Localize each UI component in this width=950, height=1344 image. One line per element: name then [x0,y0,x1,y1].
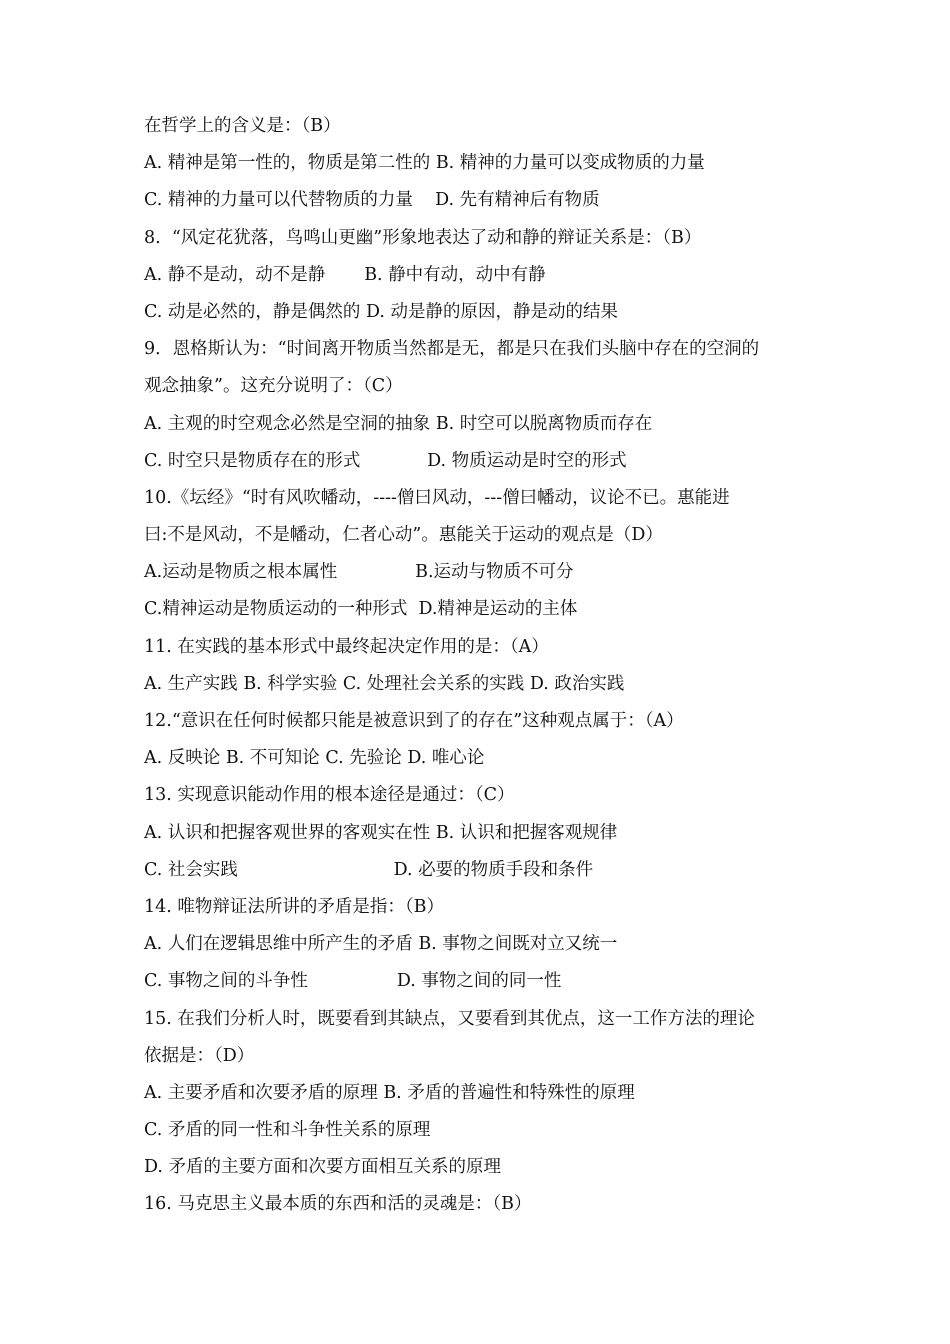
text-line: 观念抽象”。这充分说明了：（C） [144,376,403,397]
text-line: 依据是：（D） [144,1045,255,1066]
text-line: A. 静不是动，动不是静 B. 静中有动，动中有静 [144,264,546,285]
text-line: A. 生产实践 B. 科学实验 C. 处理社会关系的实践 D. 政治实践 [144,673,625,694]
text-line: C.精神运动是物质运动的一种形式 D.精神是运动的主体 [144,599,578,620]
text-line: D. 矛盾的主要方面和次要方面相互关系的原理 [144,1157,502,1178]
text-line: 10.《坛经》“时有风吹幡动，----僧曰风动，---僧曰幡动，议论不已。惠能进 [144,487,730,508]
text-line: A. 人们在逻辑思维中所产生的矛盾 B. 事物之间既对立又统一 [144,934,618,955]
text-line: C. 精神的力量可以代替物质的力量 D. 先有精神后有物质 [144,190,600,211]
text-line: A. 精神是第一性的，物质是第二性的 B. 精神的力量可以变成物质的力量 [144,153,705,174]
text-line: 11. 在实践的基本形式中最终起决定作用的是：（A） [144,636,549,657]
text-line: 8. “风定花犹落，鸟鸣山更幽”形象地表达了动和静的辩证关系是：（B） [144,227,702,248]
text-line: A.运动是物质之根本属性 B.运动与物质不可分 [144,562,574,583]
text-line: A. 主观的时空观念必然是空洞的抽象 B. 时空可以脱离物质而存在 [144,413,653,434]
text-line: 12.“意识在任何时候都只能是被意识到了的存在”这种观点属于：（A） [144,711,684,731]
text-line: C. 社会实践 D. 必要的物质手段和条件 [144,859,594,880]
text-line: C. 事物之间的斗争性 D. 事物之间的同一性 [144,971,562,992]
text-line: C. 矛盾的同一性和斗争性关系的原理 [144,1120,431,1141]
text-line: 13. 实现意识能动作用的根本途径是通过：（C） [144,785,515,806]
text-line: 14. 唯物辩证法所讲的矛盾是指：（B） [144,896,445,917]
text-line: A. 认识和把握客观世界的客观实在性 B. 认识和把握客观规律 [144,822,618,843]
document-body [144,108,824,1224]
text-line: 曰:不是风动，不是幡动，仁者心动”。惠能关于运动的观点是（D） [144,525,663,546]
text-line: A. 反映论 B. 不可知论 C. 先验论 D. 唯心论 [144,748,485,769]
text-line: A. 主要矛盾和次要矛盾的原理 B. 矛盾的普遍性和特殊性的原理 [144,1082,635,1103]
text-line: 16. 马克思主义最本质的东西和活的灵魂是：（B） [144,1194,532,1215]
text-line: C. 动是必然的，静是偶然的 D. 动是静的原因，静是动的结果 [144,301,618,322]
text-line: C. 时空只是物质存在的形式 D. 物质运动是时空的形式 [144,450,627,471]
text-line: 15. 在我们分析人时，既要看到其缺点，又要看到其优点，这一工作方法的理论 [144,1008,755,1029]
text-line: 在哲学上的含义是：（B） [144,116,341,136]
text-line: 9．恩格斯认为：“时间离开物质当然都是无，都是只在我们头脑中存在的空洞的 [144,339,760,360]
